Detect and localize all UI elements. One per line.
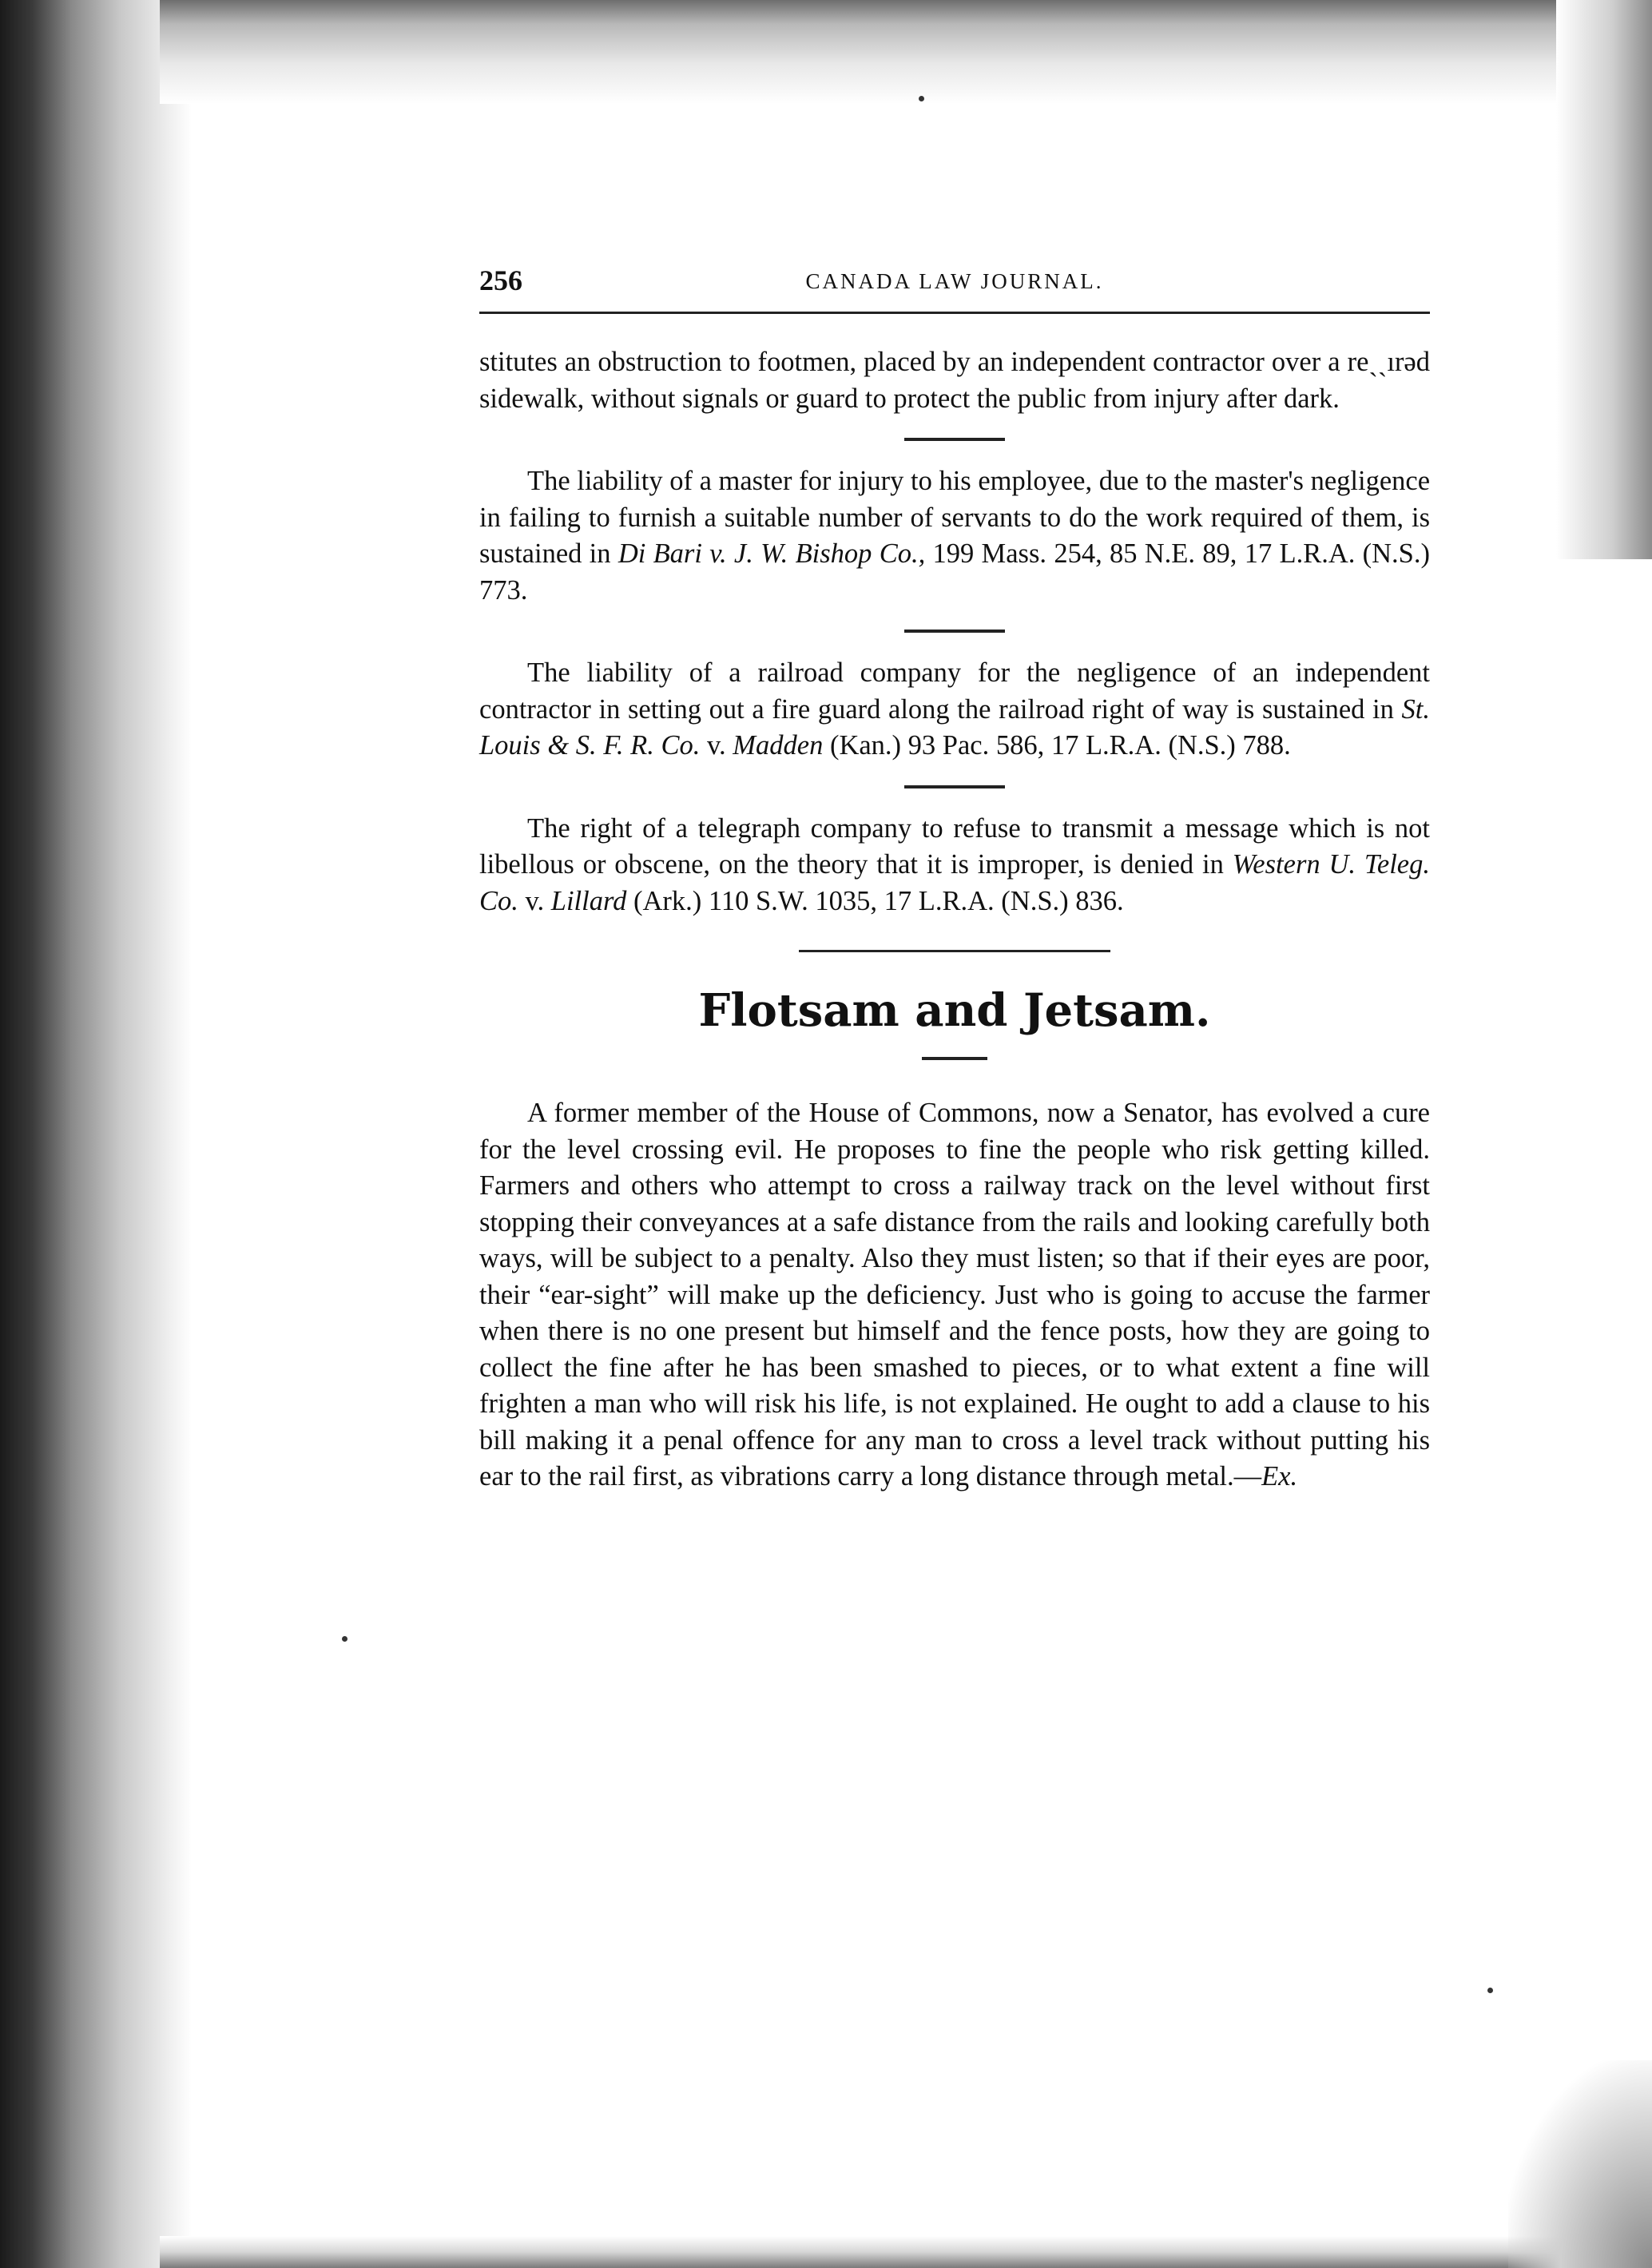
paragraph-text: v. [700,730,733,761]
separator-rule [904,630,1005,633]
case-name: St. Louis & S. F. R. Co. [479,693,1430,761]
section-heading: Flotsam and Jetsam. [698,984,1211,1037]
source-attribution: Ex. [1261,1461,1298,1492]
heading-rule [922,1057,987,1060]
journal-title: CANADA LAW JOURNAL. [805,269,1104,293]
paragraph-text: stitutes an obstruction to footmen, placed by an independent contractor over a reˏˎırəd sidewalk, without signals or guard to protect the public from injury after dark. [479,347,1430,414]
page-number: 256 [479,264,522,296]
scan-edge-bottom [160,2236,1652,2268]
citation: (Ark.) 110 S.W. 1035, 17 L.R.A. (N.S.) 836. [626,885,1124,916]
running-head [479,264,1430,308]
case-name: Di Bari v. J. W. Bishop Co., [618,538,926,569]
scan-edge-corner [1508,2060,1652,2268]
scan-speck [1487,1988,1493,1993]
case-name: Madden [733,730,824,761]
paragraph-text: v. [518,885,551,916]
scan-speck [342,1636,347,1642]
paragraph-level-crossing [479,1095,1430,1495]
paragraph-text: The liability of a master for injury to his employee, due to the master's negligence in failing to furnish a suitable number of servants to do the work required of them, is sustained in [479,466,1431,569]
separator-rule [904,438,1005,441]
paragraph-text: The right of a telegraph company to refuse to transmit a message which is not libellous or obscene, on the theory that it is improper, is denied in [479,812,1430,880]
paragraph-telegraph-company [479,811,1430,920]
scan-speck [919,96,924,101]
citation: 199 Mass. 254, 85 N.E. 89, 17 L.R.A. (N.S.) 773. [479,538,1430,606]
scan-edge-top [160,0,1652,104]
paragraph-master-liability [479,463,1430,609]
citation: (Kan.) 93 Pac. 586, 17 L.R.A. (N.S.) 788. [823,730,1291,761]
section-divider [799,950,1110,952]
case-name: Western U. Teleg. Co. [479,849,1430,916]
separator-rule [904,785,1005,788]
paragraph-text: The liability of a railroad company for the negligence of an independent contractor in setting out a fire guard along the railroad right of way is sustained in [479,657,1430,725]
scan-edge-right [1556,0,1652,559]
paragraph-railroad-liability [479,655,1430,765]
case-name: Lillard [550,885,627,916]
page-content [479,264,1430,1495]
scan-edge-left [0,0,192,2268]
paragraph-text: A former member of the House of Commons, now a Senator, has evolved a cure for the level crossing evil. He proposes to fine the people who risk getting killed. Farmers and others who attempt to cross a railway track on the level without first stopping their conveyances at a safe distance from the rails and looking carefully both ways, will be subject to a penalty. Also they must listen; so that if their eyes are poor, their “ear-sight” will make up the deficiency. Just who is going to accuse the farmer when there is no one present but himself and the fence posts, how they are going to collect the fine after he has been smashed to pieces, or to what extent a fine will frighten a man who will risk his life, is not explained. He ought to add a clause to his bill making it a penal offence for any man to cross a level track without putting his ear to the rail first, as vibrations carry a long distance through metal.— [479,1098,1430,1492]
header-rule [479,312,1430,314]
paragraph-continuation [479,344,1430,417]
